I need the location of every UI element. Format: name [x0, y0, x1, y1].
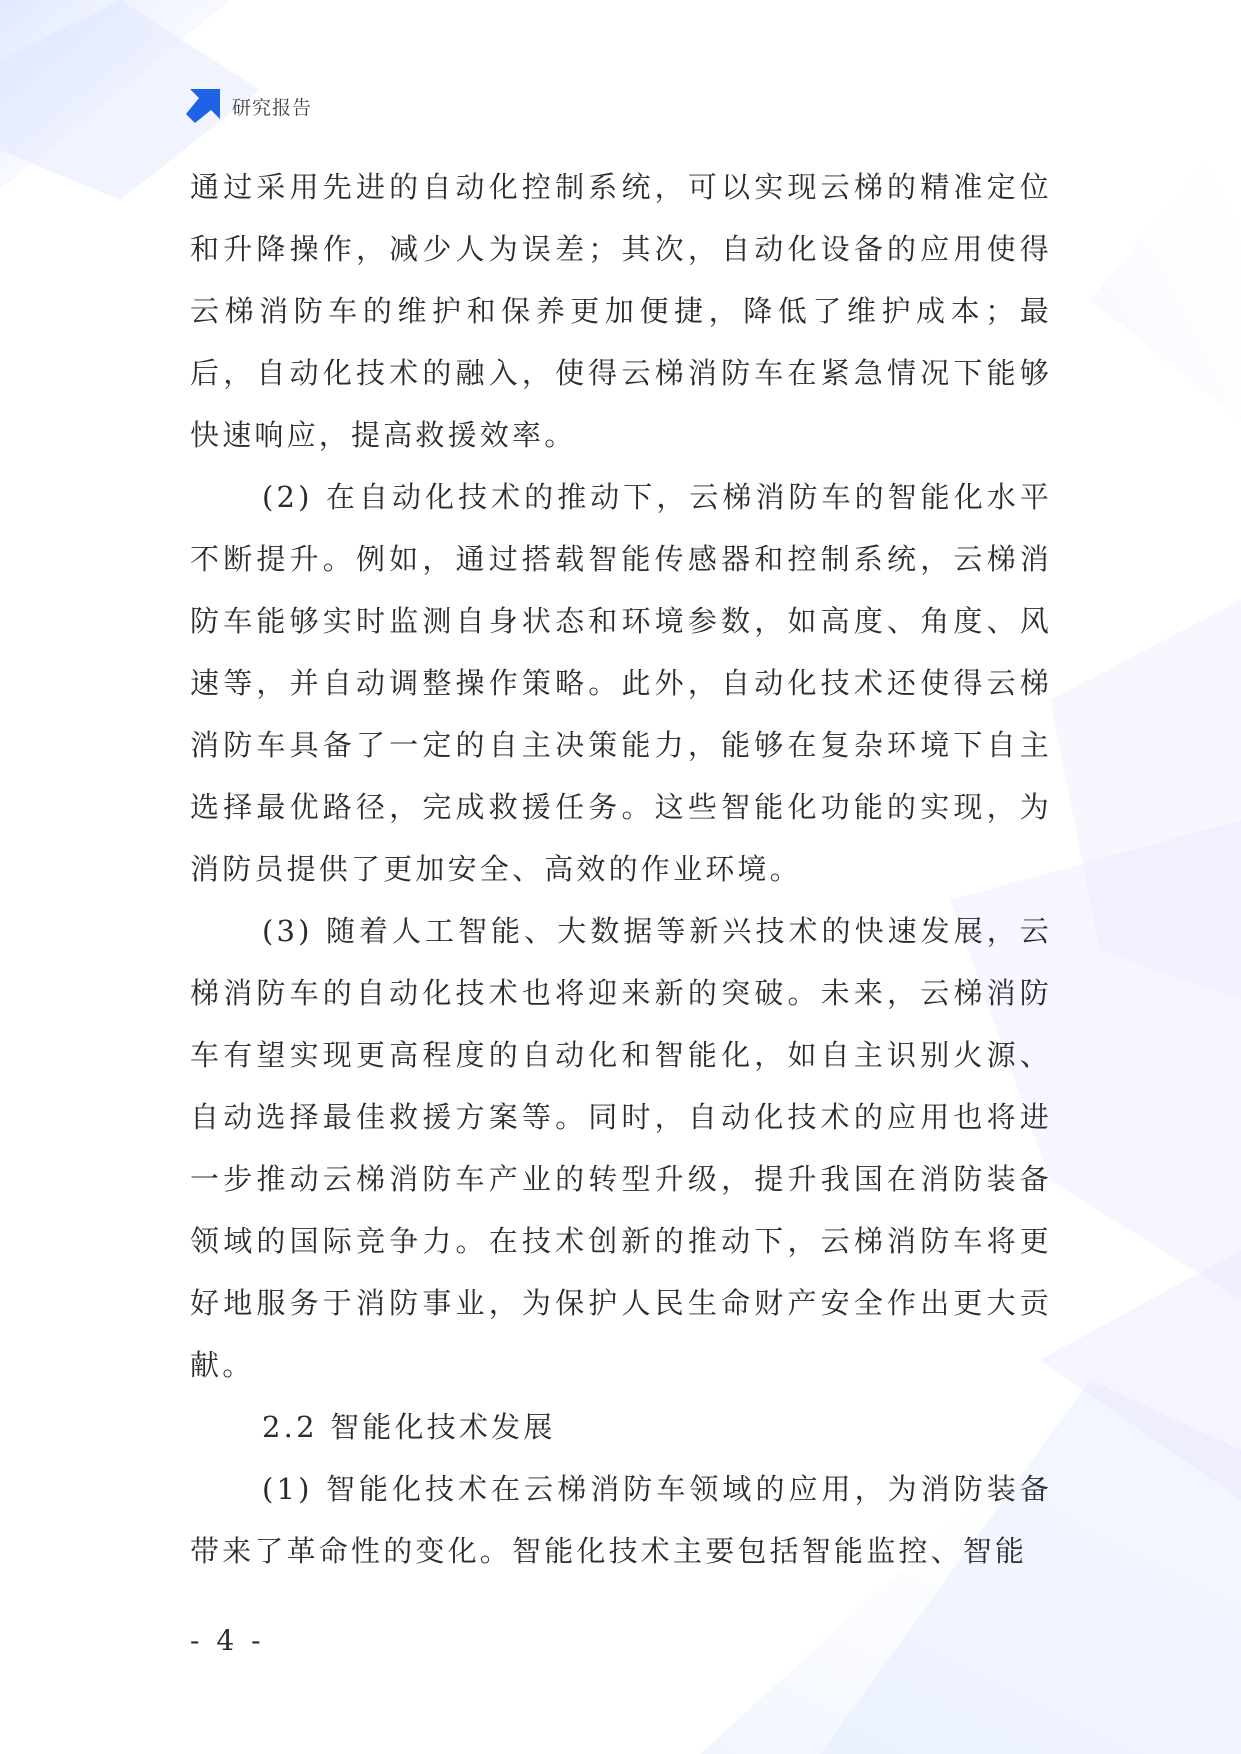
paragraph-continuation: 通过采用先进的自动化控制系统，可以实现云梯的精准定位和升降操作，减少人为误差；其次，自动化设备的应用使得云梯消防车的维护和保养更加便捷，降低了维护成本；最后，自动化技术的融入，使得云梯消防车在紧急情况下能够快速响应，提高救援效率。 — [190, 170, 1052, 452]
report-header — [186, 88, 312, 124]
document-body — [190, 156, 1052, 1582]
arrow-up-right-icon — [186, 89, 220, 123]
paragraph-after-heading: (1) 智能化技术在云梯消防车领域的应用，为消防装备带来了革命性的变化。智能化技术主要包括智能监控、智能 — [190, 1472, 1052, 1568]
header-title: 研究报告 — [232, 96, 313, 119]
section-heading: 2.2 智能化技术发展 — [262, 1410, 556, 1444]
paragraph-2: (2) 在自动化技术的推动下，云梯消防车的智能化水平不断提升。例如，通过搭载智能传感器和控制系统，云梯消防车能够实时监测自身状态和环境参数，如高度、角度、风速等，并自动调整操作策略。此外，自动化技术还使得云梯消防车具备了一定的自主决策能力，能够在复杂环境下自主选择最优路径，完成救援任务。这些智能化功能的实现，为消防员提供了更加安全、高效的作业环境。 — [190, 480, 1052, 886]
page-number: - 4 - — [190, 1624, 265, 1657]
paragraph-3: (3) 随着人工智能、大数据等新兴技术的快速发展，云梯消防车的自动化技术也将迎来新的突破。未来，云梯消防车有望实现更高程度的自动化和智能化，如自主识别火源、自动选择最佳救援方案等。同时，自动化技术的应用也将进一步推动云梯消防车产业的转型升级，提升我国在消防装备领域的国际竞争力。在技术创新的推动下，云梯消防车将更好地服务于消防事业，为保护人民生命财产安全作出更大贡献。 — [190, 914, 1052, 1382]
